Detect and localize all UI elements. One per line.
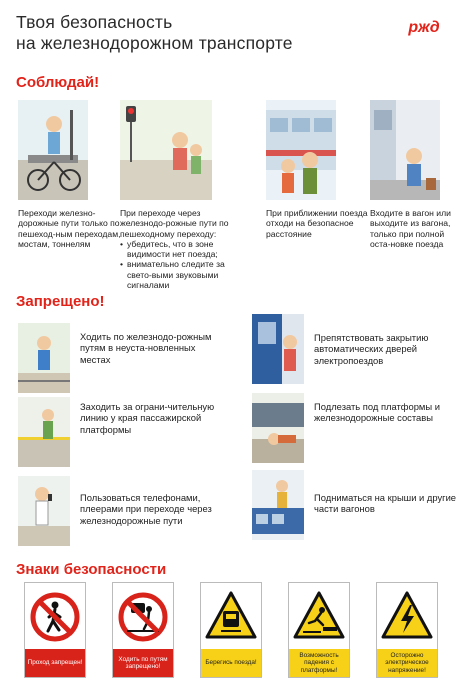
illustration-crawling-under-train: [252, 393, 304, 463]
sign-no-walking-on-tracks: [112, 582, 174, 678]
prohibited-text-5: Пользоваться телефонами, плеерами при переходе через железнодорожные пути: [80, 492, 212, 526]
prohibited-text-2: Препятствовать закрытию автоматических дверей электропоездов: [314, 332, 429, 366]
illustration-kids-near-train: [266, 100, 336, 200]
illustration-platform-edge: [18, 397, 70, 467]
prohibited-item-2: [252, 314, 459, 386]
electric-voltage-icon: [377, 583, 437, 649]
prohibited-item-6: [252, 470, 459, 542]
observe-item-3: [266, 100, 376, 239]
sign-no-passage: [24, 582, 86, 678]
section-heading-observe: Соблюдай!: [16, 74, 100, 91]
prohibited-text-6: Подниматься на крыши и другие части вагонов: [314, 492, 457, 515]
illustration-pedestrian-crossing: [120, 100, 212, 200]
header: [16, 12, 446, 64]
sign-caption-3: Берегись поезда!: [201, 649, 261, 677]
no-walking-on-tracks-icon: [113, 583, 173, 649]
observe-item-1: [18, 100, 128, 249]
prohibited-text-4: Подлезать под платформы и железнодорожные составы: [314, 401, 440, 424]
prohibited-text-1: Ходить по железнодо-рожным путям в неуста-новленных местах: [80, 331, 212, 365]
sign-caption-2: Ходить по путям запрещено!: [113, 649, 173, 677]
illustration-phone-on-tracks: [18, 476, 70, 546]
observe-text-1: Переходи железно-дорожные пути только по пешеход-ным переходам, мостам, тоннелям: [18, 208, 121, 249]
prohibited-item-3: [18, 397, 238, 469]
prohibited-item-5: [18, 476, 238, 548]
no-walking-icon: [25, 583, 85, 649]
title-line-2: на железнодорожном транспорте: [16, 33, 293, 53]
bullet-1: • убедитесь, что в зоне видимости нет поезда;: [120, 239, 238, 260]
sign-electric-voltage: [376, 582, 438, 678]
observe-text-2: [120, 208, 238, 290]
sign-caption-1: Проход запрещен!: [25, 649, 85, 677]
illustration-climbing-train-roof: [252, 470, 304, 540]
illustration-boy-at-train-door: [370, 100, 440, 200]
sign-beware-train: [200, 582, 262, 678]
illustration-blocking-door: [252, 314, 304, 384]
section-heading-prohibited: Запрещено!: [16, 293, 105, 310]
illustration-cyclist-crossing: [18, 100, 88, 200]
observe-text-2-lead: При переходе через железнодо-рожные пути по пешеходному переходу:: [120, 208, 229, 239]
observe-item-2: [120, 100, 230, 291]
prohibited-item-1: [18, 323, 238, 395]
svg-text:ржд: ржд: [408, 19, 440, 36]
observe-text-2-bullets: [120, 239, 238, 290]
illustration-boy-on-tracks: [18, 323, 70, 393]
observe-item-4: [370, 100, 459, 249]
sign-caption-4: Возможность падения с платформы!: [289, 649, 349, 677]
sign-platform-fall: [288, 582, 350, 678]
rzd-logo: [402, 16, 446, 36]
prohibited-item-4: [252, 393, 459, 465]
bullet-2: • внимательно следите за свето-выми звуковыми сигналами: [120, 259, 238, 290]
section-heading-signs: Знаки безопасности: [16, 561, 167, 578]
sign-caption-5: Осторожно электрическое напряжение!: [377, 649, 437, 677]
prohibited-text-3: Заходить за ограни-чительную линию у края пассажирской платформы: [80, 401, 215, 435]
platform-fall-icon: [289, 583, 349, 649]
observe-text-4: Входите в вагон или выходите из вагона, только при полной оста-новке поезда: [370, 208, 451, 249]
observe-text-3: При приближении поезда отходи на безопасное расстояние: [266, 208, 368, 239]
train-warning-icon: [201, 583, 261, 649]
title-line-1: Твоя безопасность: [16, 12, 173, 32]
